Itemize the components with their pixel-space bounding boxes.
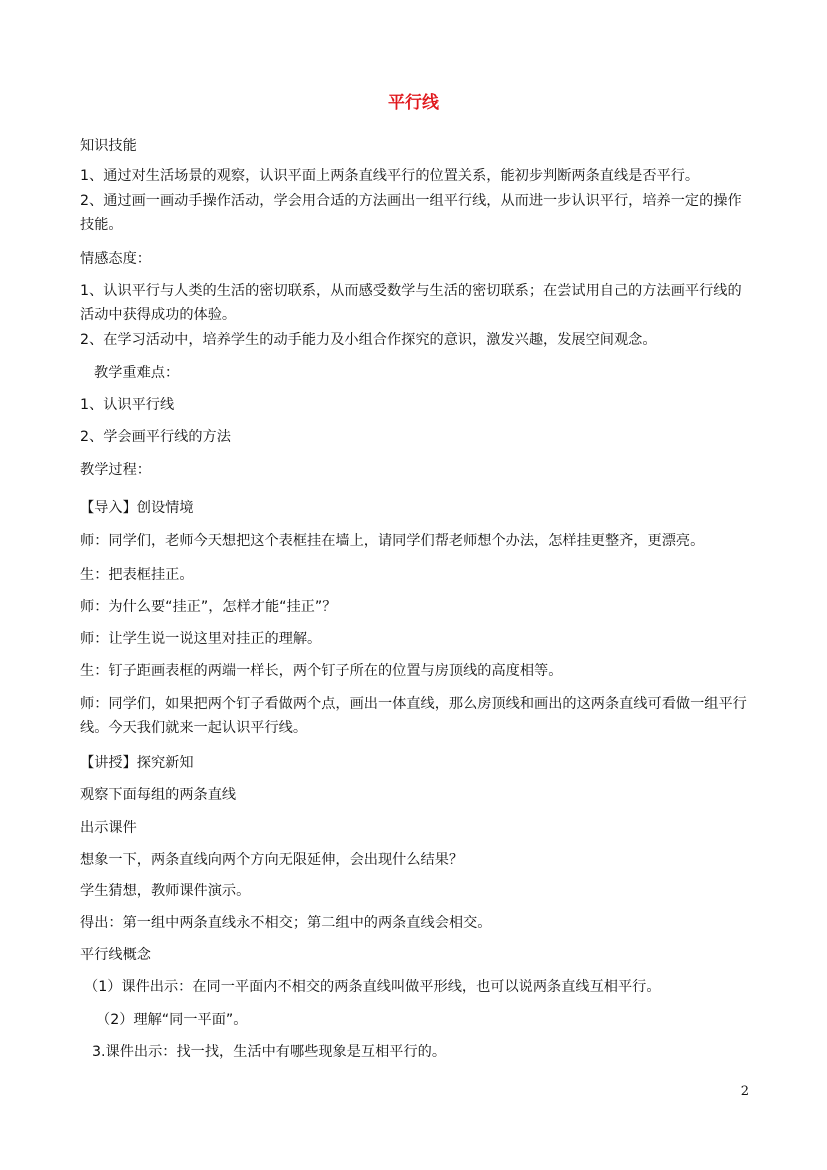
- dialogue-line: 师：同学们，老师今天想把这个表框挂在墙上，请同学们帮老师想个办法，怎样挂更整齐，更漂亮。: [80, 533, 705, 549]
- paragraph: 平行线概念: [80, 947, 151, 963]
- section-heading-process: 教学过程：: [80, 462, 151, 478]
- paragraph: 1、通过对生活场景的观察，认识平面上两条直线平行的位置关系，能初步判断两条直线是否平行。: [80, 168, 700, 184]
- dialogue-line: 师：同学们，如果把两个钉子看做两个点，画出一体直线，那么房顶线和画出的这两条直线可看做一组平行线。今天我们就来一起认识平行线。: [80, 696, 747, 736]
- paragraph: 1、认识平行与人类的生活的密切联系，从而感受数学与生活的密切联系；在尝试用自己的方法画平行线的活动中获得成功的体验。: [80, 283, 742, 323]
- paragraph: 观察下面每组的两条直线: [80, 787, 237, 803]
- paragraph: 2、在学习活动中，培养学生的动手能力及小组合作探究的意识，激发兴趣，发展空间观念。: [80, 332, 657, 348]
- paragraph: （1）课件出示：在同一平面内不相交的两条直线叫做平形线，也可以说两条直线互相平行。: [84, 979, 661, 995]
- section-heading-attitude: 情感态度：: [80, 251, 151, 267]
- dialogue-line: 师：让学生说一说这里对挂正的理解。: [80, 631, 322, 647]
- page-number: 2: [740, 1084, 749, 1099]
- section-heading-knowledge: 知识技能: [80, 138, 137, 154]
- paragraph: 出示课件: [80, 820, 137, 836]
- paragraph: 学生猜想，教师课件演示。: [80, 883, 251, 899]
- document-title: 平行线: [388, 93, 439, 113]
- section-heading-teaching: 【讲授】探究新知: [80, 755, 194, 771]
- section-heading-key-points: 教学重难点：: [94, 365, 180, 381]
- list-item: 2、学会画平行线的方法: [80, 429, 231, 445]
- paragraph: 2、通过画一画动手操作活动，学会用合适的方法画出一组平行线，从而进一步认识平行，培养一定的操作技能。: [80, 193, 742, 233]
- paragraph: 想象一下，两条直线向两个方向无限延伸，会出现什么结果？: [80, 852, 464, 868]
- dialogue-line: 生：钉子距画表框的两端一样长，两个钉子所在的位置与房顶线的高度相等。: [80, 663, 563, 679]
- section-heading-intro: 【导入】创设情境: [80, 500, 194, 516]
- list-item: 1、认识平行线: [80, 397, 175, 413]
- paragraph: 3.课件出示：找一找，生活中有哪些现象是互相平行的。: [92, 1044, 447, 1060]
- paragraph: （2）理解“同一平面”。: [96, 1012, 248, 1028]
- paragraph: 得出：第一组中两条直线永不相交；第二组中的两条直线会相交。: [80, 915, 492, 931]
- dialogue-line: 师：为什么要“挂正”，怎样才能“挂正”？: [80, 599, 337, 615]
- dialogue-line: 生：把表框挂正。: [80, 567, 194, 583]
